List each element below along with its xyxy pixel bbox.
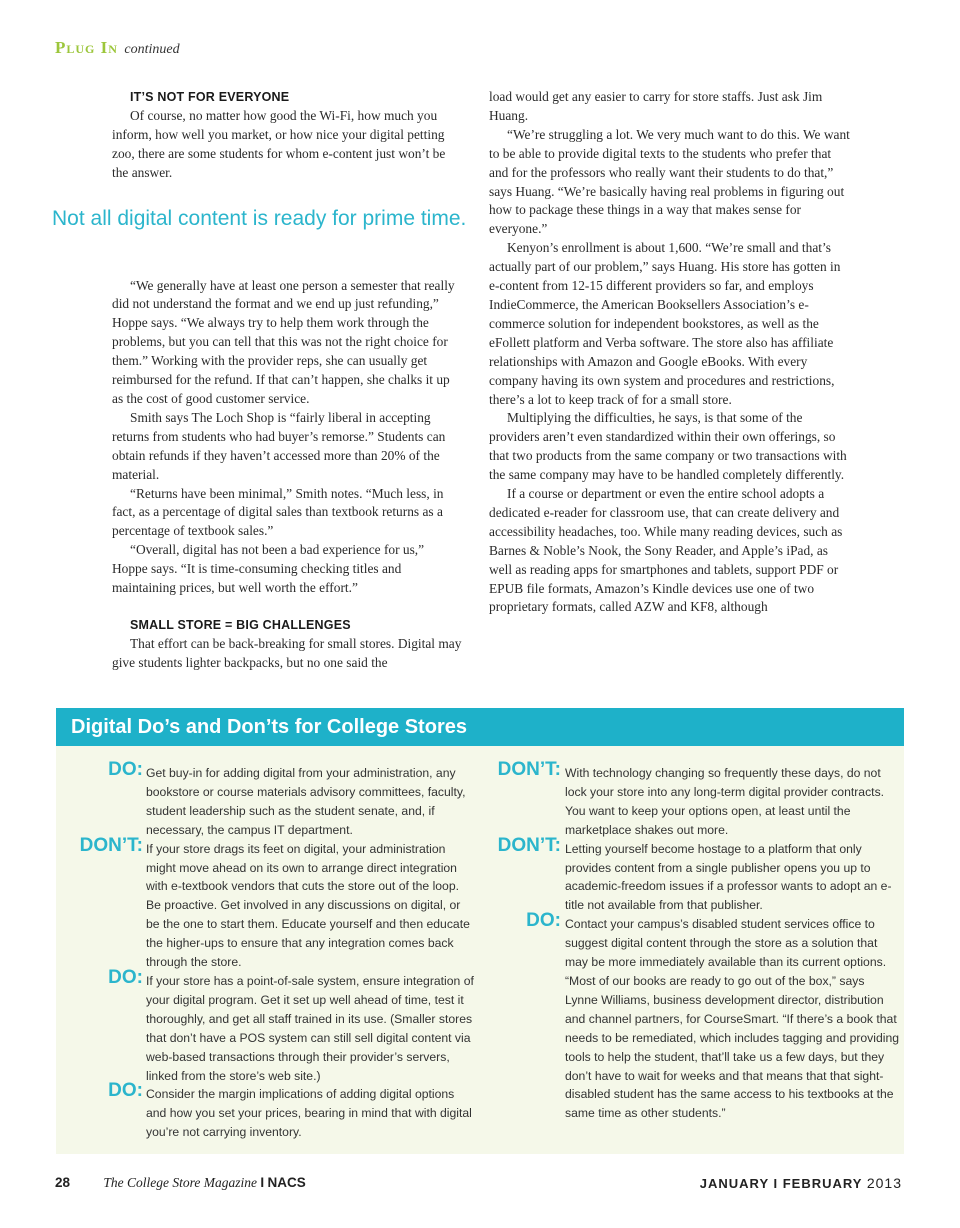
article-left-column — [112, 88, 462, 673]
paragraph: Kenyon’s enrollment is about 1,600. “We’re small and that’s actually part of our problem,” says Huang. His store has gotten in e-content from 12-15 different providers so far, and employs IndieCommerce, the American Booksellers Association’s e-commerce solution for independent bookstores, as well as the eFollett platform and Verba software. The store also has affiliate relationships with Amazon and Google eBooks. With every company having its own system and procedures and restrictions, there’s a lot to keep track of for a small store. — [489, 240, 841, 407]
tip-item — [56, 966, 476, 1085]
paragraph: “We generally have at least one person a semester that really did not understand the format and we end up just refunding,” Hoppe says. “We always try to help them work through the problems, but you can tell that this was not the right choice for them.” Working with the provider reps, she can usually get reimbursed for the refund. If that can’t happen, she chalks it up as the cost of good customer service. — [112, 277, 455, 406]
paragraph: That effort can be back-breaking for small stores. Digital may give students lighter backpacks, but no one said the — [112, 635, 462, 670]
tip-item — [56, 759, 476, 840]
article-right-column — [489, 88, 851, 617]
tip-label: DO: — [108, 1080, 143, 1102]
paragraph: Multiplying the difficulties, he says, is that some of the providers aren’t even standardized within their own offerings, so that two products from the same company or two transactions with the same company may have to be handled completely differently. — [489, 410, 847, 483]
tip-label: DON’T: — [497, 834, 561, 856]
tip-item — [56, 1080, 476, 1142]
continued-label: continued — [124, 42, 180, 57]
tip-text: Consider the margin implications of adding digital options and how you set your prices, bearing in mind that with digital you’re not carrying inventory. — [146, 1087, 472, 1140]
tip-label: DON’T: — [79, 834, 143, 856]
issue-year: 2013 — [866, 1175, 902, 1191]
tip-item — [476, 759, 904, 840]
tip-item — [476, 910, 904, 1123]
running-head — [55, 38, 180, 58]
tip-item — [56, 834, 476, 972]
page-number: 28 — [55, 1175, 71, 1190]
subhead-small-store: SMALL STORE = BIG CHALLENGES — [130, 617, 351, 632]
paragraph: Smith says The Loch Shop is “fairly liberal in accepting returns from students who had buyer’s remorse.” Students can obtain refunds if they haven’t accessed more than 20% of the material. — [112, 409, 446, 482]
sidebar-title: Digital Do’s and Don’ts for College Stores — [56, 708, 904, 746]
sidebar-left-column — [56, 759, 476, 1142]
section-spacer — [112, 598, 462, 616]
issue-months: JANUARY I FEBRUARY — [699, 1176, 863, 1191]
tip-text: Get buy-in for adding digital from your administration, any bookstore or course materials advisory committees, faculty, student leadership such as the student senate, and, if necessary, the campus IT department. — [146, 766, 466, 837]
tip-text: If your store drags its feet on digital, your administration might move ahead on its own to arrange direct integration with e-textbook vendors that cuts the store out of the loop. Be proactive. Get involved in any discussions on digital, or be the one to start them. Educate yourself and then educate the higher-ups to ensure that any integration comes back through the store. — [146, 841, 470, 970]
section-name: Plug In — [55, 38, 118, 57]
tip-text: With technology changing so frequently these days, do not lock your store into any long-term digital provider contracts. You want to keep your options open, at least until the marketplace shakes out more. — [565, 766, 885, 837]
paragraph: “Overall, digital has not been a bad experience for us,” Hoppe says. “It is time-consuming checking titles and maintaining prices, but well worth the effort.” — [112, 542, 425, 596]
paragraph: “We’re struggling a lot. We very much want to do this. We want to be able to provide digital texts to the students who prefer that and for the professors who really want their students to do that,” says Huang. “We’re basically having real problems in figuring out how to package these things in a way that makes sense for everyone.” — [489, 126, 850, 237]
paragraph: Of course, no matter how good the Wi-Fi, how much you inform, how well you market, or how nice your digital petting zoo, there are some students for whom e-content just won’t be the answer. — [112, 107, 446, 180]
tip-label: DO: — [526, 910, 561, 932]
tip-text: Contact your campus’s disabled student services office to suggest digital content through the store as a solution that may be more immediately available than its current options. “Most of our books are ready to go out of the box,” says Lynne Williams, business development director, distribution and channel partners, for CourseSmart. “If there’s a book that needs to be remediated, which includes tagging and providing tools to help the student, that’ll take us a few days, but they don’t have to wait for weeks and that means that that sight-disabled student has the same access to his textbooks at the same time as other students.” — [565, 917, 900, 1121]
footer-separator: I — [260, 1175, 265, 1190]
paragraph: If a course or department or even the entire school adopts a dedicated e-reader for classroom use, that can create delivery and accessibility headaches, too. While many reading devices, such as Barnes & Noble’s Nook, the Sony Reader, and Apple’s iPad, as well as reading apps for smartphones and tablets, support PDF or EPUB file formats, Amazon’s Kindle devices use one of two proprietary formats, called AZW and KF8, although — [489, 486, 843, 615]
dos-and-donts-sidebar — [56, 708, 904, 1154]
footer-right — [700, 1175, 902, 1191]
subhead-not-for-everyone: IT’S NOT FOR EVERYONE — [130, 90, 290, 104]
tip-text: Letting yourself become hostage to a platform that only provides content from a single publisher opens you up to academic-freedom issues if a professor wants to adopt an e-title not available from that publisher. — [565, 841, 892, 913]
magazine-title: The College Store Magazine — [103, 1175, 258, 1190]
paragraph: “Returns have been minimal,” Smith notes. “Much less, in fact, as a percentage of digital sales than textbook returns as a percentage of textbook sales.” — [112, 485, 444, 539]
paragraph: load would get any easier to carry for store staffs. Just ask Jim Huang. — [489, 89, 823, 123]
org-name: NACS — [267, 1175, 306, 1190]
pull-quote: Not all digital content is ready for prime time. — [52, 207, 467, 230]
tip-text: If your store has a point-of-sale system, ensure integration of your digital program. Get it set up well ahead of time, test it thoroughly, and get all staff trained in its use. (Smaller stores that don’t have a POS system can still sell digital content via web-based transactions through their provider’s servers, linked from the store’s web site.) — [146, 973, 474, 1083]
sidebar-right-column — [476, 759, 904, 1123]
tip-item — [476, 834, 904, 916]
footer-left — [55, 1175, 306, 1191]
tip-label: DO: — [108, 759, 143, 780]
tip-label: DON’T: — [497, 759, 561, 780]
tip-label: DO: — [108, 966, 143, 988]
